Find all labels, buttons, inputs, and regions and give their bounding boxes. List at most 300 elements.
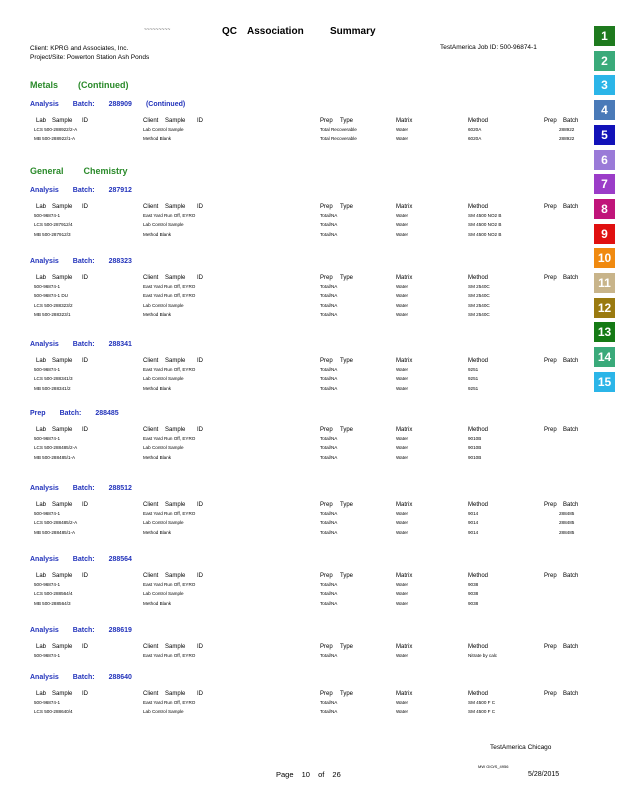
column-header-word: Method (468, 502, 489, 508)
column-header-word: ID (82, 502, 88, 508)
table-cell: 500-96874-1 (34, 582, 61, 587)
batch-heading-word: Batch: (72, 485, 95, 492)
column-header-word: Matrix (396, 502, 413, 508)
table-cell: East Yard Run Off, EYRO (143, 582, 196, 587)
table-cell: 9038 (468, 582, 479, 587)
section-heading-word: (Continued) (78, 80, 129, 90)
column-header-word: Batch (563, 275, 579, 281)
footer-code: MW GIO/S_4956 (478, 764, 509, 769)
column-header-word: Type (340, 427, 354, 433)
table-cell: LCS 500-288485/2-A (34, 445, 78, 451)
column-header-word: Type (340, 691, 354, 697)
table-cell: MB 500-288485/1-A (34, 529, 76, 535)
table-cell: 9251 (468, 385, 479, 391)
section-tab-11[interactable]: 11 (594, 273, 615, 293)
table-cell: Water (396, 284, 409, 289)
table-cell: Water (396, 653, 409, 658)
table-cell: LCS 500-288323/2 (34, 302, 73, 308)
column-header-word: Batch (563, 427, 579, 433)
table-cell: Total Recoverable (320, 136, 357, 142)
table-cell: MB 500-288341/2 (34, 385, 71, 391)
column-header-word: Client (143, 502, 159, 508)
column-header-word: Batch (563, 691, 579, 697)
table-cell: Total/NA (320, 436, 338, 441)
page-total: 26 (332, 770, 341, 779)
column-header-word: Prep (320, 427, 333, 433)
section-tab-14[interactable]: 14 (594, 347, 615, 367)
section-tab-9[interactable]: 9 (594, 224, 615, 244)
column-header-word: Client (143, 358, 159, 364)
section-tab-3[interactable]: 3 (594, 75, 615, 95)
table-cell: SM 4500 F C (468, 709, 496, 715)
batch-heading (30, 556, 146, 563)
table-cell: MB 500-287912/3 (34, 231, 71, 237)
table-cell: Method Blank (143, 136, 172, 142)
column-header-word: Prep (320, 691, 333, 697)
column-header-word: Sample (165, 118, 186, 124)
table-cell: Total/NA (320, 709, 338, 715)
column-header-word: Prep (320, 118, 333, 124)
column-header-word: ID (82, 204, 88, 210)
column-header-word: Sample (52, 573, 73, 579)
table-cell: LCS 500-288640/4 (34, 709, 73, 715)
column-header-word: Sample (165, 427, 186, 433)
table-cell: 500-96874-1 (34, 367, 61, 372)
batch-heading (30, 410, 133, 417)
column-header-word: Prep (320, 644, 333, 650)
table-cell: Total/NA (320, 700, 338, 705)
client-block (30, 44, 149, 62)
column-header-word: Prep (544, 358, 557, 364)
column-header-word: Matrix (396, 691, 413, 697)
column-header-word: Sample (165, 691, 186, 697)
column-header-word: Prep (544, 118, 557, 124)
column-header-word: ID (82, 275, 88, 281)
column-header-word: ID (82, 691, 88, 697)
table-cell: Lab Control Sample (143, 302, 184, 308)
table-cell: SM 2540C (468, 284, 490, 289)
column-header-word: Method (468, 691, 489, 697)
column-header-word: Lab (36, 502, 47, 508)
column-header-word: Client (143, 204, 159, 210)
page-current: 10 (301, 770, 310, 779)
column-header-word: Lab (36, 204, 47, 210)
project-site: Project/Site: Powerton Station Ash Ponds (30, 54, 150, 61)
table-cell: 288485 (559, 520, 575, 526)
table-cell: 6020A (468, 136, 482, 142)
table-cell: Water (396, 700, 409, 705)
column-header-word: Method (468, 275, 489, 281)
section-heading (30, 80, 149, 90)
column-header-word: Client (143, 275, 159, 281)
column-header-word: Lab (36, 573, 47, 579)
table-cell: MB 500-288323/1 (34, 311, 71, 317)
column-header-word: ID (82, 118, 88, 124)
column-header-word: Type (340, 358, 354, 364)
table-cell: LCS 500-288564/4 (34, 591, 73, 597)
column-header-word: Sample (52, 358, 73, 364)
table-cell: MB 500-288564/3 (34, 600, 71, 606)
table-cell: Total/NA (320, 293, 338, 299)
batch-heading-word: 288909 (108, 101, 132, 108)
column-header-word: Matrix (396, 573, 413, 579)
table-cell: Lab Control Sample (143, 376, 184, 382)
batch-heading-word: Analysis (30, 101, 59, 108)
column-header-word: Matrix (396, 275, 413, 281)
column-header-word: ID (197, 427, 203, 433)
column-header-word: Matrix (396, 118, 413, 124)
column-header-word: Client (143, 573, 159, 579)
table-cell: Water (396, 127, 409, 132)
table-cell: Total/NA (320, 600, 338, 606)
table-cell: Total Recoverable (320, 127, 357, 132)
batch-heading-word: Batch: (72, 258, 95, 265)
table-cell: LCS 500-288922/2-A (34, 127, 78, 132)
table-cell: 9251 (468, 367, 479, 372)
table-cell: 9038 (468, 600, 479, 606)
column-header-word: Batch (563, 573, 579, 579)
batch-heading-word: 288640 (108, 674, 132, 681)
column-header-word: Sample (165, 644, 186, 650)
column-header-word: Matrix (396, 644, 413, 650)
column-header-word: ID (197, 573, 203, 579)
section-heading-word: Chemistry (83, 166, 128, 176)
column-header-word: Batch (563, 118, 579, 124)
column-header-word: Prep (544, 644, 557, 650)
page-number (276, 770, 347, 779)
batch-heading-word: Batch: (72, 627, 95, 634)
column-header-word: Type (340, 275, 354, 281)
section-tab-6[interactable]: 6 (594, 150, 615, 170)
table-cell: Water (396, 582, 409, 587)
column-header-word: Sample (165, 275, 186, 281)
job-id: TestAmerica Job ID: 500-96874-1 (440, 44, 537, 51)
section-heading-word: Metals (30, 80, 59, 90)
section-tab-5[interactable]: 5 (594, 125, 615, 145)
footer-date: 5/28/2015 (528, 771, 560, 778)
table-cell: Water (396, 213, 409, 218)
table-cell: Water (396, 520, 409, 526)
table-cell: East Yard Run Off, EYRO (143, 653, 196, 658)
section-tab-12[interactable]: 12 (594, 298, 615, 318)
batch-heading (30, 258, 146, 265)
table-cell: 500-96874-1 (34, 284, 61, 289)
column-header-word: Prep (320, 358, 333, 364)
table-cell: 500-96874-1 (34, 213, 61, 218)
column-header-word: Sample (165, 502, 186, 508)
batch-heading-word: Prep (30, 410, 46, 417)
table-cell: LCS 500-287912/4 (34, 222, 73, 228)
column-header-word: Prep (320, 204, 333, 210)
column-header-word: Matrix (396, 204, 413, 210)
table-cell: Water (396, 600, 409, 606)
batch-heading-word: 288323 (108, 258, 132, 265)
batch-heading-word: Batch: (72, 341, 95, 348)
table-cell: Water (396, 231, 409, 237)
table-cell: Method Blank (143, 529, 172, 535)
column-header-word: Method (468, 204, 489, 210)
batch-heading (30, 341, 146, 348)
batch-heading (30, 187, 146, 194)
table-cell: Total/NA (320, 582, 338, 587)
table-cell: MB 500-288485/1-A (34, 454, 76, 460)
column-header-word: Prep (544, 204, 557, 210)
column-header-word: Type (340, 502, 354, 508)
table-cell: East Yard Run Off, EYRO (143, 511, 196, 516)
column-header-word: Type (340, 644, 354, 650)
table-cell: 9251 (468, 376, 479, 382)
table-cell: 9010B (468, 454, 482, 460)
column-header-word: Batch (563, 644, 579, 650)
table-cell: Lab Control Sample (143, 445, 184, 451)
section-tab-4[interactable]: 4 (594, 100, 615, 120)
column-header-word: ID (82, 358, 88, 364)
column-header-word: Method (468, 427, 489, 433)
table-cell: 500-96874-1 DU (34, 293, 68, 299)
table-cell: Total/NA (320, 311, 338, 317)
table-cell: Total/NA (320, 231, 338, 237)
table-cell: Lab Control Sample (143, 127, 184, 132)
table-cell: LCS 500-288341/3 (34, 376, 73, 382)
batch-heading-word: Batch: (72, 556, 95, 563)
column-header-word: Prep (544, 427, 557, 433)
table-cell: 9014 (468, 511, 479, 516)
column-header-word: ID (197, 644, 203, 650)
column-header-word: Client (143, 644, 159, 650)
table-cell: Total/NA (320, 445, 338, 451)
section-heading-word: General (30, 166, 64, 176)
table-cell: Water (396, 222, 409, 228)
title-word-association: Association (247, 26, 304, 37)
table-cell: Water (396, 529, 409, 535)
column-header-word: ID (197, 691, 203, 697)
batch-heading-word: Analysis (30, 341, 59, 348)
table-cell: Water (396, 136, 409, 142)
column-header-word: Sample (165, 358, 186, 364)
table-cell: SM 4500 F C (468, 700, 496, 705)
table-cell: SM 4500 NO2 B (468, 213, 502, 218)
page-of: of (318, 770, 325, 779)
column-header-word: Sample (52, 427, 73, 433)
column-header-word: Lab (36, 118, 47, 124)
column-header-word: Sample (52, 502, 73, 508)
table-cell: Total/NA (320, 284, 338, 289)
table-cell: Total/NA (320, 520, 338, 526)
column-header-word: ID (197, 118, 203, 124)
column-header-word: ID (82, 427, 88, 433)
batch-heading-word: 288341 (108, 341, 132, 348)
column-header-word: Method (468, 644, 489, 650)
table-cell: Total/NA (320, 511, 338, 516)
column-header-word: Matrix (396, 358, 413, 364)
column-header-word: ID (197, 358, 203, 364)
column-header-word: Lab (36, 427, 47, 433)
batch-heading-word: Analysis (30, 187, 59, 194)
section-tab-13[interactable]: 13 (594, 322, 615, 342)
batch-heading-word: Analysis (30, 674, 59, 681)
column-header-word: Sample (52, 644, 73, 650)
column-header-word: Lab (36, 691, 47, 697)
table-cell: Total/NA (320, 454, 338, 460)
table-cell: East Yard Run Off, EYRO (143, 213, 196, 218)
batch-heading-word: (Continued) (145, 101, 186, 108)
table-cell: 288485 (559, 529, 575, 535)
column-header-word: Type (340, 204, 354, 210)
table-cell: 9010B (468, 436, 482, 441)
column-header-word: Matrix (396, 427, 413, 433)
table-cell: 6020A (468, 127, 482, 132)
column-header-word: Batch (563, 204, 579, 210)
table-cell: Total/NA (320, 591, 338, 597)
batch-heading (30, 101, 199, 108)
table-cell: Lab Control Sample (143, 591, 184, 597)
column-header-word: Lab (36, 644, 47, 650)
table-cell: SM 2540C (468, 293, 490, 299)
table-cell: Method Blank (143, 311, 172, 317)
table-cell: Water (396, 367, 409, 372)
table-cell: Method Blank (143, 454, 172, 460)
batch-heading-word: Analysis (30, 485, 59, 492)
column-header-word: Prep (544, 502, 557, 508)
column-header-word: Method (468, 573, 489, 579)
table-cell: 9010B (468, 445, 482, 451)
column-header-word: Sample (52, 691, 73, 697)
column-header-word: ID (197, 502, 203, 508)
column-header-word: ID (197, 204, 203, 210)
column-header-word: Lab (36, 275, 47, 281)
batch-heading (30, 485, 146, 492)
page-word: Page (276, 770, 294, 779)
table-cell: Method Blank (143, 385, 172, 391)
table-cell: LCS 500-288485/2-A (34, 520, 78, 526)
batch-heading-word: Analysis (30, 627, 59, 634)
table-cell: 500-96874-1 (34, 653, 61, 658)
title-word-qc: QC (222, 26, 237, 37)
table-cell: Total/NA (320, 385, 338, 391)
section-tab-2[interactable]: 2 (594, 51, 615, 71)
batch-heading (30, 674, 146, 681)
column-header-word: Prep (320, 573, 333, 579)
batch-heading-word: 288512 (108, 485, 132, 492)
title-word-summary: Summary (330, 26, 376, 37)
batch-heading-word: 288564 (108, 556, 132, 563)
column-header-word: Prep (544, 275, 557, 281)
top-mark: ~~~~~~~~~ (144, 27, 171, 33)
table-cell: 288485 (559, 511, 575, 516)
column-header-word: Batch (563, 502, 579, 508)
column-header-word: ID (197, 275, 203, 281)
table-cell: 9038 (468, 591, 479, 597)
table-cell: SM 2540C (468, 302, 490, 308)
table-cell: SM 4500 NO2 B (468, 231, 502, 237)
batch-heading-word: Batch: (59, 410, 82, 417)
batch-heading-word: 288619 (108, 627, 132, 634)
table-cell: 500-96874-1 (34, 436, 61, 441)
table-cell: Method Blank (143, 231, 172, 237)
column-header-word: Client (143, 118, 159, 124)
column-header-word: Sample (165, 204, 186, 210)
table-cell: 9014 (468, 529, 479, 535)
batch-heading-word: Analysis (30, 556, 59, 563)
table-cell: Nitrate by calc (468, 653, 498, 658)
table-cell: Total/NA (320, 376, 338, 382)
column-header-word: Prep (320, 502, 333, 508)
table-cell: East Yard Run Off, EYRO (143, 436, 196, 441)
column-header-word: ID (82, 573, 88, 579)
table-cell: Water (396, 454, 409, 460)
table-cell: Water (396, 385, 409, 391)
table-cell: Total/NA (320, 529, 338, 535)
table-cell: Water (396, 376, 409, 382)
column-header-word: Sample (52, 118, 73, 124)
table-cell: Water (396, 302, 409, 308)
column-header-word: Prep (544, 573, 557, 579)
batch-heading (30, 627, 146, 634)
table-cell: 500-96874-1 (34, 511, 61, 516)
table-cell: Total/NA (320, 213, 338, 218)
table-cell: 9014 (468, 520, 479, 526)
table-cell: Water (396, 511, 409, 516)
batch-heading-word: Analysis (30, 258, 59, 265)
table-cell: MB 500-288922/1-A (34, 136, 76, 142)
column-header-word: Batch (563, 358, 579, 364)
batch-heading-word: Batch: (72, 101, 95, 108)
column-header-word: Lab (36, 358, 47, 364)
column-header-word: ID (82, 644, 88, 650)
column-header-word: Method (468, 358, 489, 364)
table-cell: Lab Control Sample (143, 222, 184, 228)
footer-lab-name: TestAmerica Chicago (490, 744, 552, 751)
batch-heading-word: Batch: (72, 674, 95, 681)
section-heading (30, 166, 148, 176)
report-title (0, 26, 580, 40)
column-header-word: Type (340, 118, 354, 124)
section-tab-15[interactable]: 15 (594, 372, 615, 392)
section-tab-10[interactable]: 10 (594, 248, 615, 268)
table-cell: Total/NA (320, 367, 338, 372)
column-header-word: Client (143, 691, 159, 697)
table-cell: Total/NA (320, 222, 338, 228)
table-cell: Water (396, 293, 409, 299)
table-cell: Water (396, 311, 409, 317)
table-cell: East Yard Run Off, EYRO (143, 293, 196, 299)
table-cell: Water (396, 709, 409, 715)
table-cell: East Yard Run Off, EYRO (143, 284, 196, 289)
section-tab-1[interactable]: 1 (594, 26, 615, 46)
table-cell: Water (396, 445, 409, 451)
table-cell: Lab Control Sample (143, 520, 184, 526)
table-cell: Lab Control Sample (143, 709, 184, 715)
table-cell: East Yard Run Off, EYRO (143, 700, 196, 705)
batch-heading-word: 287912 (108, 187, 132, 194)
table-cell: Total/NA (320, 653, 338, 658)
table-cell: 500-96874-1 (34, 700, 61, 705)
column-header-word: Sample (52, 275, 73, 281)
column-header-word: Prep (320, 275, 333, 281)
table-cell: Method Blank (143, 600, 172, 606)
column-header-word: Prep (544, 691, 557, 697)
section-tab-8[interactable]: 8 (594, 199, 615, 219)
column-header-word: Client (143, 427, 159, 433)
client-name: Client: KPRG and Associates, Inc. (30, 45, 129, 52)
section-tab-7[interactable]: 7 (594, 174, 615, 194)
table-cell: SM 4500 NO2 B (468, 222, 502, 228)
table-cell: Total/NA (320, 302, 338, 308)
table-cell: Water (396, 436, 409, 441)
column-header-word: Method (468, 118, 489, 124)
table-cell: 288922 (559, 136, 575, 142)
column-header-word: Sample (52, 204, 73, 210)
